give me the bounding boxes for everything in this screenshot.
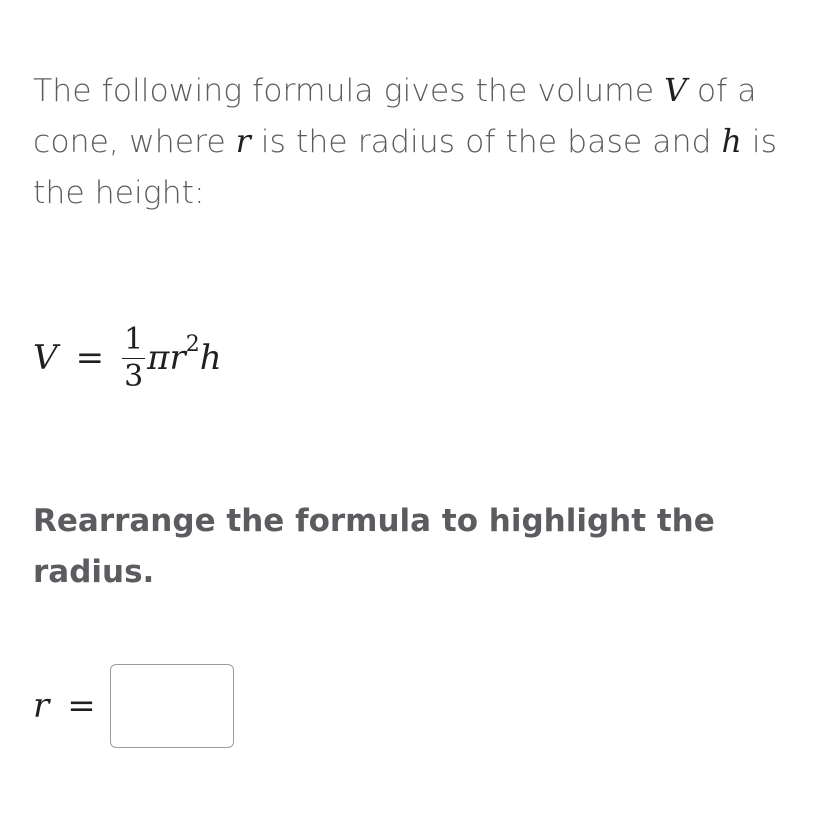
problem-statement bbox=[33, 66, 803, 219]
variable-r: r bbox=[235, 124, 251, 160]
formula-lhs: V bbox=[33, 338, 58, 378]
formula-fraction bbox=[122, 322, 145, 395]
volume-formula bbox=[33, 308, 222, 408]
problem-text-4: is the height: bbox=[33, 124, 778, 211]
fraction-numerator: 1 bbox=[124, 321, 144, 357]
formula-r: r bbox=[169, 338, 186, 378]
answer-input[interactable] bbox=[110, 664, 234, 748]
answer-equals: = bbox=[67, 686, 96, 726]
answer-lhs: r bbox=[33, 686, 50, 726]
variable-h: h bbox=[721, 124, 742, 160]
fraction-denominator: 3 bbox=[124, 358, 144, 394]
formula-pi: π bbox=[147, 338, 170, 378]
problem-text-2: of a cone, where bbox=[33, 73, 757, 160]
task-prompt: Rearrange the formula to highlight the radius. bbox=[33, 503, 715, 590]
formula-h: h bbox=[199, 338, 222, 378]
problem-text-3: is the radius of the base and bbox=[250, 124, 722, 160]
problem-text-1: The following formula gives the volume bbox=[33, 73, 665, 109]
formula-exponent: 2 bbox=[185, 331, 200, 357]
formula-equals: = bbox=[75, 338, 105, 378]
variable-v: V bbox=[664, 73, 687, 109]
answer-row bbox=[33, 663, 234, 749]
